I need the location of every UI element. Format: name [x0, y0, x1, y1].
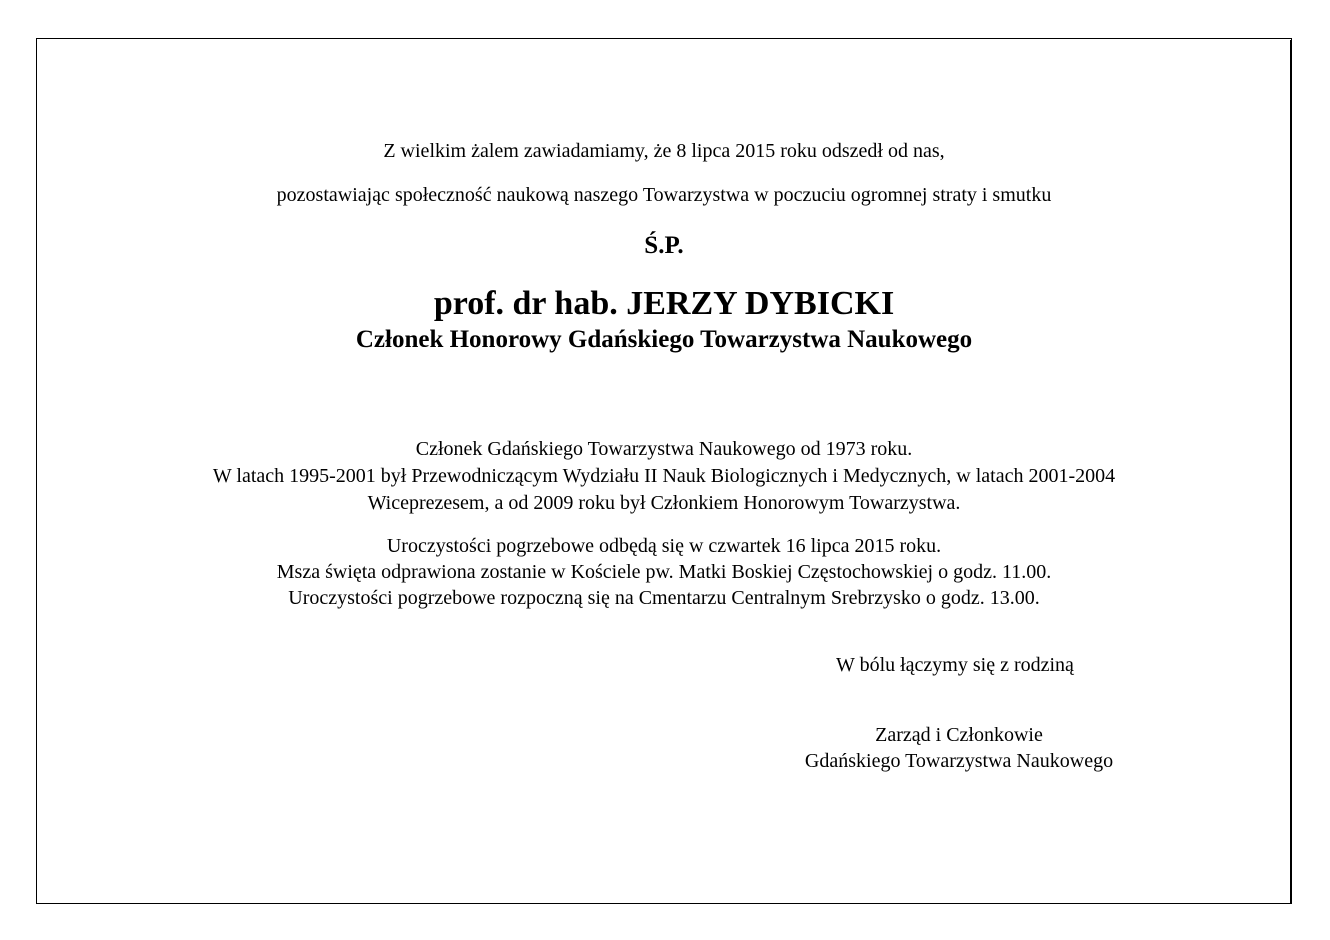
- biography-paragraph: [36, 436, 1292, 517]
- biography-line: W latach 1995-2001 był Przewodniczącym Wydziału II Nauk Biologicznych i Medycznych, w latach 2001-2004: [212, 465, 1116, 487]
- biography-line: Członek Gdańskiego Towarzystwa Naukowego od 1973 roku.: [415, 438, 913, 460]
- intro-line-2: pozostawiając społeczność naukową naszego Towarzystwa w poczuciu ogromnej straty i smutku: [276, 184, 1052, 206]
- signature-line: Gdańskiego Towarzystwa Naukowego: [804, 750, 1114, 772]
- honorary-title: Członek Honorowy Gdańskiego Towarzystwa Naukowego: [355, 326, 973, 353]
- funeral-line: Uroczystości pogrzebowe rozpoczną się na Cmentarzu Centralnym Srebrzysko o godz. 13.00.: [288, 587, 1040, 609]
- funeral-line: Msza święta odprawiona zostanie w Kościele pw. Matki Boskiej Częstochowskiej o godz. 11.00.: [276, 561, 1052, 583]
- signature-block: [760, 722, 1158, 774]
- intro-line-1: Z wielkim żalem zawiadamiamy, że 8 lipca 2015 roku odszedł od nas,: [383, 140, 945, 162]
- funeral-paragraph: [36, 533, 1292, 611]
- funeral-line: Uroczystości pogrzebowe odbędą się w czwartek 16 lipca 2015 roku.: [386, 535, 942, 557]
- biography-line: Wiceprezesem, a od 2009 roku był Członkiem Honorowym Towarzystwa.: [367, 492, 961, 514]
- deceased-name: prof. dr hab. JERZY DYBICKI: [433, 285, 895, 322]
- signature-line: Zarząd i Członkowie: [875, 724, 1043, 746]
- memorial-abbreviation: Ś.P.: [644, 232, 684, 259]
- condolence-text: W bólu łączymy się z rodziną: [836, 654, 1074, 676]
